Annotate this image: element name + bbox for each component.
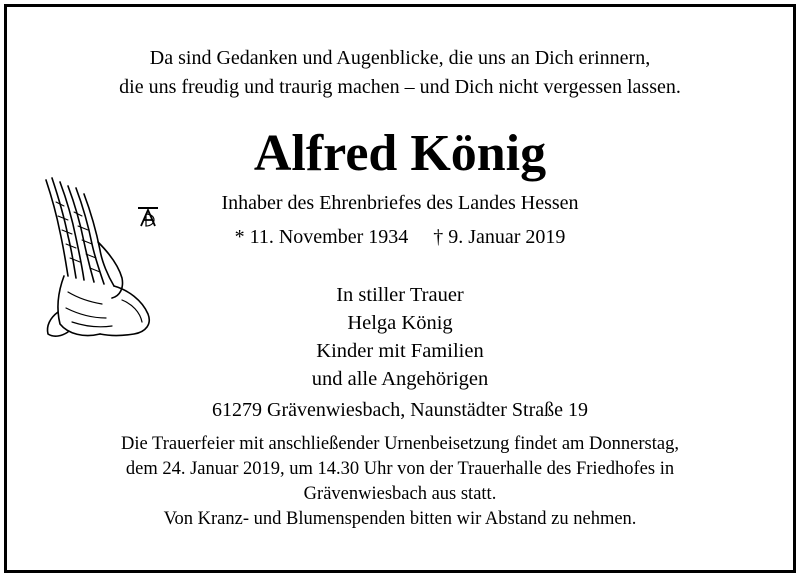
verse-line-2: die uns freudig und traurig machen – und Dich nicht vergessen lassen. <box>119 76 681 98</box>
honor-line: Inhaber des Ehrenbriefes des Landes Hessen <box>221 192 579 214</box>
mourners-line-4: und alle Angehörigen <box>311 368 489 390</box>
life-dates: * 11. November 1934 † 9. Januar 2019 <box>234 226 566 248</box>
notice-line-2: dem 24. Januar 2019, um 14.30 Uhr von der Trauerhalle des Friedhofes in <box>125 459 675 479</box>
praying-hands-icon <box>38 172 170 340</box>
verse-line-1: Da sind Gedanken und Augenblicke, die uns an Dich erinnern, <box>149 47 651 69</box>
monogram-icon <box>138 208 158 226</box>
mourners-line-2: Helga König <box>347 312 453 334</box>
deceased-name: Alfred König <box>253 125 547 182</box>
notice-line-3: Grävenwiesbach aus statt. <box>303 484 497 504</box>
mourners-line-1: In stiller Trauer <box>336 284 464 306</box>
notice-line-4: Von Kranz- und Blumenspenden bitten wir Abstand zu nehmen. <box>163 509 637 529</box>
mourners-line-3: Kinder mit Familien <box>316 340 484 362</box>
notice-line-1: Die Trauerfeier mit anschließender Urnenbeisetzung findet am Donnerstag, <box>121 434 679 454</box>
address-line: 61279 Grävenwiesbach, Naunstädter Straße 19 <box>212 399 588 421</box>
